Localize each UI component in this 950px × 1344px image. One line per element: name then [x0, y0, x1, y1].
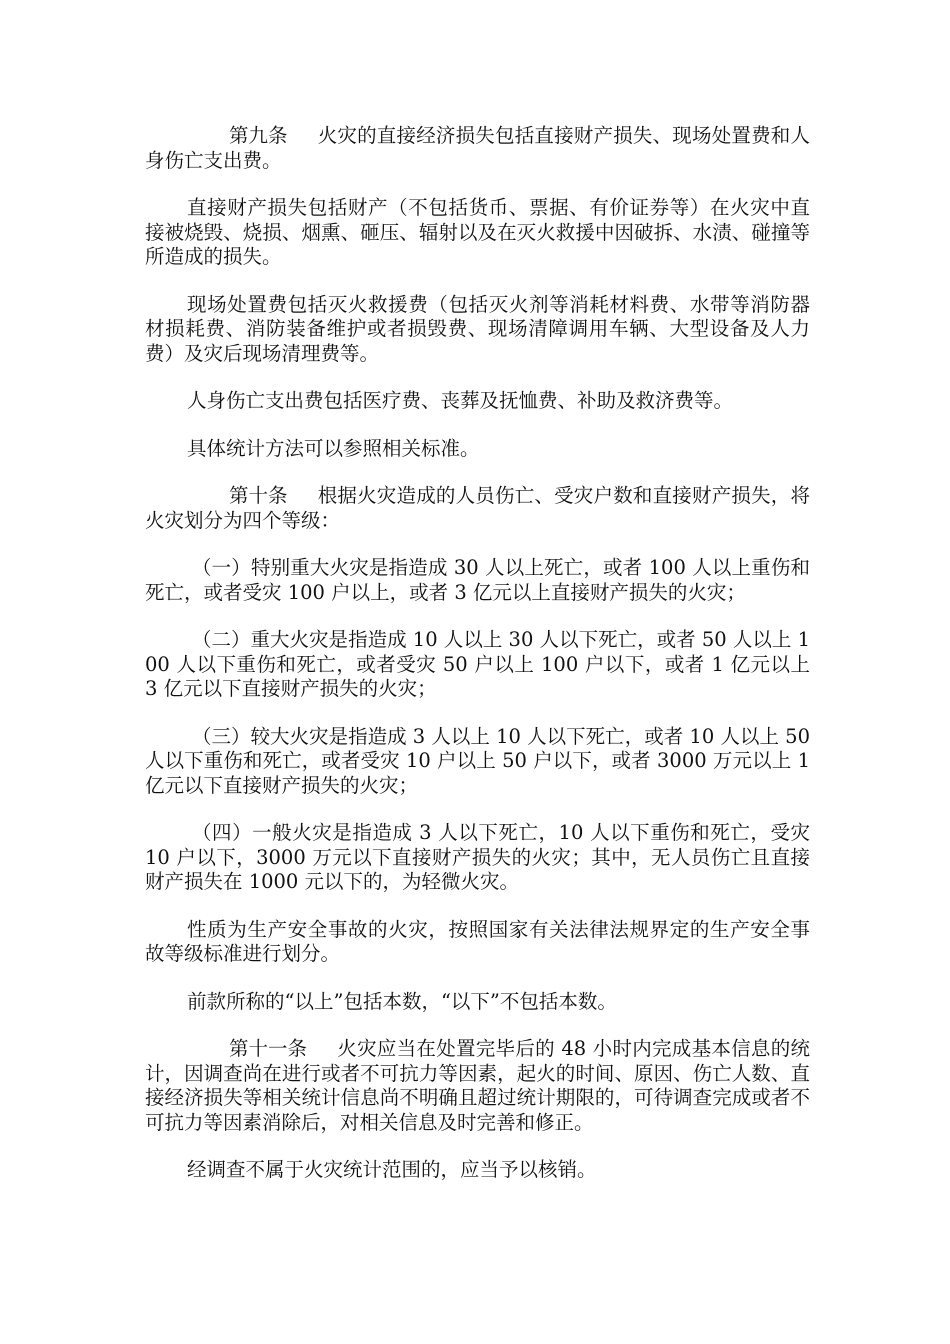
paragraph-article-9: [145, 124, 810, 173]
paragraph-article-10: [145, 484, 810, 533]
paragraph-production-safety: [145, 918, 810, 967]
paragraph-text: 火灾应当在处置完毕后的 48 小时内完成基本信息的统计，因调查尚在进行或者不可抗力等因素，起火的时间、原因、伤亡人数、直接经济损失等相关统计信息尚不明确且超过统计期限的，可待调查完成或者不可抗力等因素消除后，对相关信息及时完善和修正。: [145, 1037, 810, 1134]
paragraph-text: （二）重大火灾是指造成 10 人以上 30 人以下死亡，或者 50 人以上 100 人以下重伤和死亡，或者受灾 50 户以上 100 户以下，或者 1 亿元以上 3 亿元以下直接财产损失的火灾；: [145, 628, 810, 700]
paragraph-text: 经调查不属于火灾统计范围的，应当予以核销。: [187, 1158, 597, 1181]
paragraph-text: 根据火灾造成的人员伤亡、受灾户数和直接财产损失，将火灾划分为四个等级：: [145, 484, 810, 532]
paragraph-statistics-method: [145, 437, 810, 462]
article-number: 第十一条: [229, 1037, 308, 1060]
paragraph-text: （四）一般火灾是指造成 3 人以下死亡，10 人以下重伤和死亡，受灾 10 户以下，3000 万元以下直接财产损失的火灾；其中，无人员伤亡且直接财产损失在 1000 元以下的，为轻微火灾。: [145, 821, 810, 893]
list-item-grade-1: [145, 556, 810, 605]
article-number: 第十条: [229, 484, 288, 507]
article-number: 第九条: [229, 124, 288, 147]
paragraph-text: （三）较大火灾是指造成 3 人以上 10 人以下死亡，或者 10 人以上 50 人以下重伤和死亡，或者受灾 10 户以上 50 户以下，或者 3000 万元以上 1 亿元以下直接财产损失的火灾；: [145, 724, 810, 797]
paragraph-text: 现场处置费包括灭火救援费（包括灭火剂等消耗材料费、水带等消防器材损耗费、消防装备维护或者损毁费、现场清障调用车辆、大型设备及人力费）及灾后现场清理费等。: [145, 292, 810, 365]
paragraph-onsite-disposal-cost: [145, 293, 810, 367]
paragraph-definitions: [145, 990, 810, 1015]
paragraph-text: 直接财产损失包括财产（不包括货币、票据、有价证券等）在火灾中直接被烧毁、烧损、烟熏、砸压、辐射以及在灭火救援中因破拆、水渍、碰撞等所造成的损失。: [145, 196, 810, 268]
paragraph-text: 前款所称的“以上”包括本数，“以下”不包括本数。: [187, 989, 617, 1013]
list-item-grade-4: [145, 821, 810, 895]
paragraph-text: 人身伤亡支出费包括医疗费、丧葬及抚恤费、补助及救济费等。: [187, 389, 734, 412]
paragraph-article-11: [145, 1037, 810, 1135]
paragraph-text: 火灾的直接经济损失包括直接财产损失、现场处置费和人身伤亡支出费。: [145, 124, 810, 172]
paragraph-text: （一）特别重大火灾是指造成 30 人以上死亡，或者 100 人以上重伤和死亡，或者受灾 100 户以上，或者 3 亿元以上直接财产损失的火灾；: [145, 556, 810, 604]
paragraph-direct-property-loss: [145, 196, 810, 270]
paragraph-text: 性质为生产安全事故的火灾，按照国家有关法律法规界定的生产安全事故等级标准进行划分。: [145, 917, 810, 965]
paragraph-text: 具体统计方法可以参照相关标准。: [187, 436, 480, 460]
paragraph-write-off: [145, 1158, 810, 1183]
list-item-grade-2: [145, 628, 810, 702]
paragraph-casualty-expense: [145, 389, 810, 414]
document-body: [145, 124, 810, 1206]
list-item-grade-3: [145, 725, 810, 799]
